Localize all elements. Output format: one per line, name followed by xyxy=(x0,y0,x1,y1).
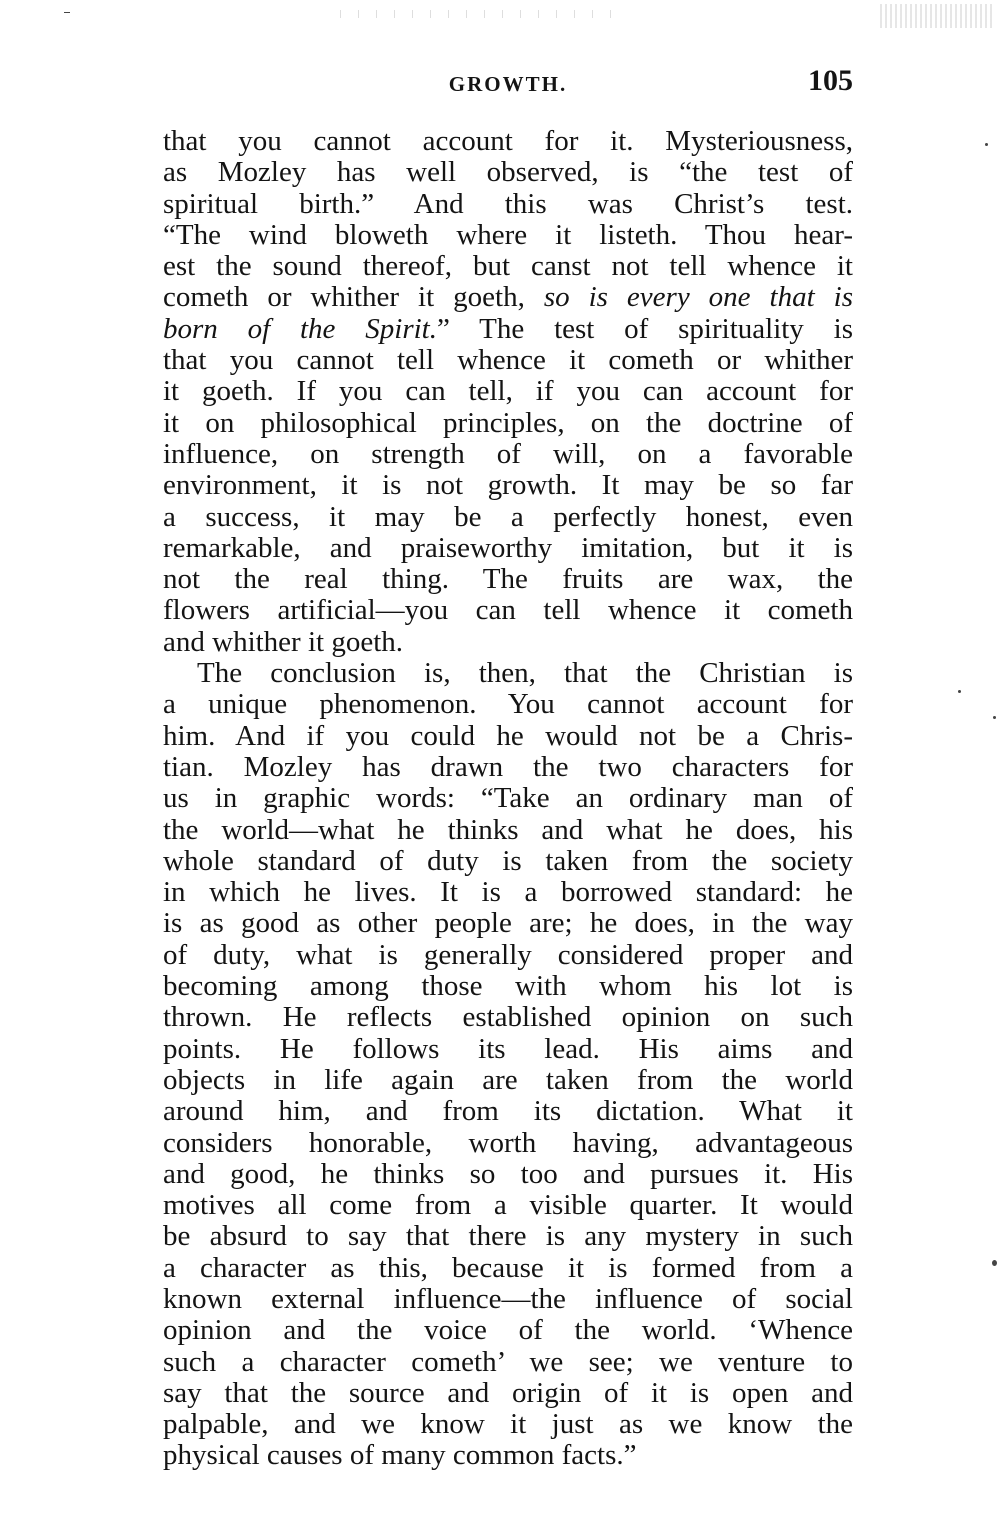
page-header xyxy=(163,62,853,102)
text-segment: him. And if you could he would not be a Chris- xyxy=(163,720,853,752)
text-segment: say that the source and origin of it is open and xyxy=(163,1377,853,1409)
text-line xyxy=(163,1065,853,1096)
text-segment: environment, it is not growth. It may be so far xyxy=(163,470,853,502)
text-line xyxy=(163,908,853,939)
text-line xyxy=(163,282,853,313)
text-line xyxy=(163,220,853,251)
text-line xyxy=(163,721,853,752)
text-segment: remarkable, and praiseworthy imitation, but it is xyxy=(163,532,853,564)
text-line xyxy=(163,408,853,439)
text-segment: a success, it may be a perfectly honest, even xyxy=(163,501,853,533)
text-segment: whole standard of duty is taken from the society xyxy=(163,845,853,877)
text-line xyxy=(163,564,853,595)
text-line xyxy=(163,502,853,533)
text-line xyxy=(163,470,853,501)
text-line xyxy=(163,1409,853,1440)
text-segment: is as good as other people are; he does, in the way xyxy=(163,908,853,940)
text-segment: around him, and from its dictation. What it xyxy=(163,1096,853,1128)
scan-speck xyxy=(985,143,988,146)
text-segment: and good, he thinks so too and pursues it. His xyxy=(163,1158,853,1190)
text-segment: physical causes of many common facts.” xyxy=(163,1440,637,1472)
text-segment: objects in life again are taken from the world xyxy=(163,1064,853,1096)
text-line xyxy=(163,658,853,689)
text-line xyxy=(163,595,853,626)
text-segment: becoming among those with whom his lot is xyxy=(163,971,853,1003)
text-line xyxy=(163,846,853,877)
text-line xyxy=(163,1190,853,1221)
text-line xyxy=(163,971,853,1002)
text-segment: a unique phenomenon. You cannot account for xyxy=(163,689,853,721)
text-segment: opinion and the voice of the world. ‘Whence xyxy=(163,1315,853,1347)
text-line xyxy=(163,877,853,908)
text-segment: cometh or whither it goeth, xyxy=(163,282,544,314)
text-line xyxy=(163,345,853,376)
text-line xyxy=(163,314,853,345)
text-segment: of duty, what is generally considered proper and xyxy=(163,939,853,971)
text-segment: motives all come from a visible quarter. It would xyxy=(163,1190,853,1222)
italic-text: so is every one that is xyxy=(543,282,853,314)
text-line xyxy=(163,1034,853,1065)
body-text xyxy=(163,126,853,1472)
text-segment: a character as this, because it is formed from a xyxy=(163,1252,853,1284)
text-line xyxy=(163,1315,853,1346)
text-segment: tian. Mozley has drawn the two characters for xyxy=(163,751,853,783)
text-segment: the world—what he thinks and what he does, his xyxy=(163,814,853,846)
text-line xyxy=(163,1253,853,1284)
text-segment: The conclusion is, then, that the Christian is xyxy=(197,658,853,690)
text-segment: est the sound thereof, but canst not tell whence it xyxy=(163,251,853,283)
text-line xyxy=(163,1347,853,1378)
text-segment: considers honorable, worth having, advantageous xyxy=(163,1127,853,1159)
text-segment: in which he lives. It is a borrowed standard: he xyxy=(163,877,853,909)
text-line xyxy=(163,1440,853,1471)
text-segment: influence, on strength of will, on a favorable xyxy=(163,438,853,470)
text-segment: palpable, and we know it just as we know the xyxy=(163,1409,853,1441)
text-segment: points. He follows its lead. His aims and xyxy=(163,1033,853,1065)
text-line xyxy=(163,1002,853,1033)
text-line xyxy=(163,376,853,407)
text-line xyxy=(163,1221,853,1252)
text-line xyxy=(163,439,853,470)
text-line xyxy=(163,1159,853,1190)
scan-speck xyxy=(992,1260,997,1266)
scan-speck xyxy=(993,716,996,719)
text-segment: it on philosophical principles, on the doctrine of xyxy=(163,407,853,439)
page-number: 105 xyxy=(808,64,853,97)
text-line xyxy=(163,689,853,720)
text-segment: flowers artificial—you can tell whence it cometh xyxy=(163,595,853,627)
text-line xyxy=(163,1378,853,1409)
text-segment: thrown. He reflects established opinion on such xyxy=(163,1002,853,1034)
text-line xyxy=(163,126,853,157)
text-segment: “The wind bloweth where it listeth. Thou hear- xyxy=(163,219,853,251)
text-line xyxy=(163,251,853,282)
text-line xyxy=(163,783,853,814)
text-segment: known external influence—the influence of social xyxy=(163,1283,853,1315)
text-line xyxy=(163,627,853,658)
text-segment: ” The test of spirituality is xyxy=(436,313,853,345)
text-segment: it goeth. If you can tell, if you can account for xyxy=(163,376,853,408)
text-line xyxy=(163,752,853,783)
running-head: GROWTH. xyxy=(448,72,568,96)
text-segment: that you cannot tell whence it cometh or whither xyxy=(163,345,853,377)
text-line xyxy=(163,1128,853,1159)
text-line xyxy=(163,157,853,188)
italic-text: born of the Spirit. xyxy=(163,313,437,345)
text-segment: spiritual birth.” And this was Christ’s test. xyxy=(163,188,853,220)
text-line xyxy=(163,533,853,564)
text-segment: us in graphic words: “Take an ordinary man of xyxy=(163,783,853,815)
text-line xyxy=(163,1096,853,1127)
text-segment: as Mozley has well observed, is “the test of xyxy=(163,157,853,189)
text-line xyxy=(163,189,853,220)
text-line xyxy=(163,815,853,846)
text-segment: that you cannot account for it. Mysteriousness, xyxy=(163,126,853,157)
scan-speck xyxy=(64,12,70,13)
text-segment: be absurd to say that there is any mystery in such xyxy=(163,1221,853,1253)
text-line xyxy=(163,940,853,971)
scan-speck xyxy=(958,690,961,693)
scan-noise xyxy=(340,10,620,18)
text-segment: and whither it goeth. xyxy=(163,626,404,658)
text-line xyxy=(163,1284,853,1315)
text-segment: such a character cometh’ we see; we venture to xyxy=(163,1346,853,1378)
text-segment: not the real thing. The fruits are wax, the xyxy=(163,564,853,596)
scan-noise xyxy=(880,4,995,28)
